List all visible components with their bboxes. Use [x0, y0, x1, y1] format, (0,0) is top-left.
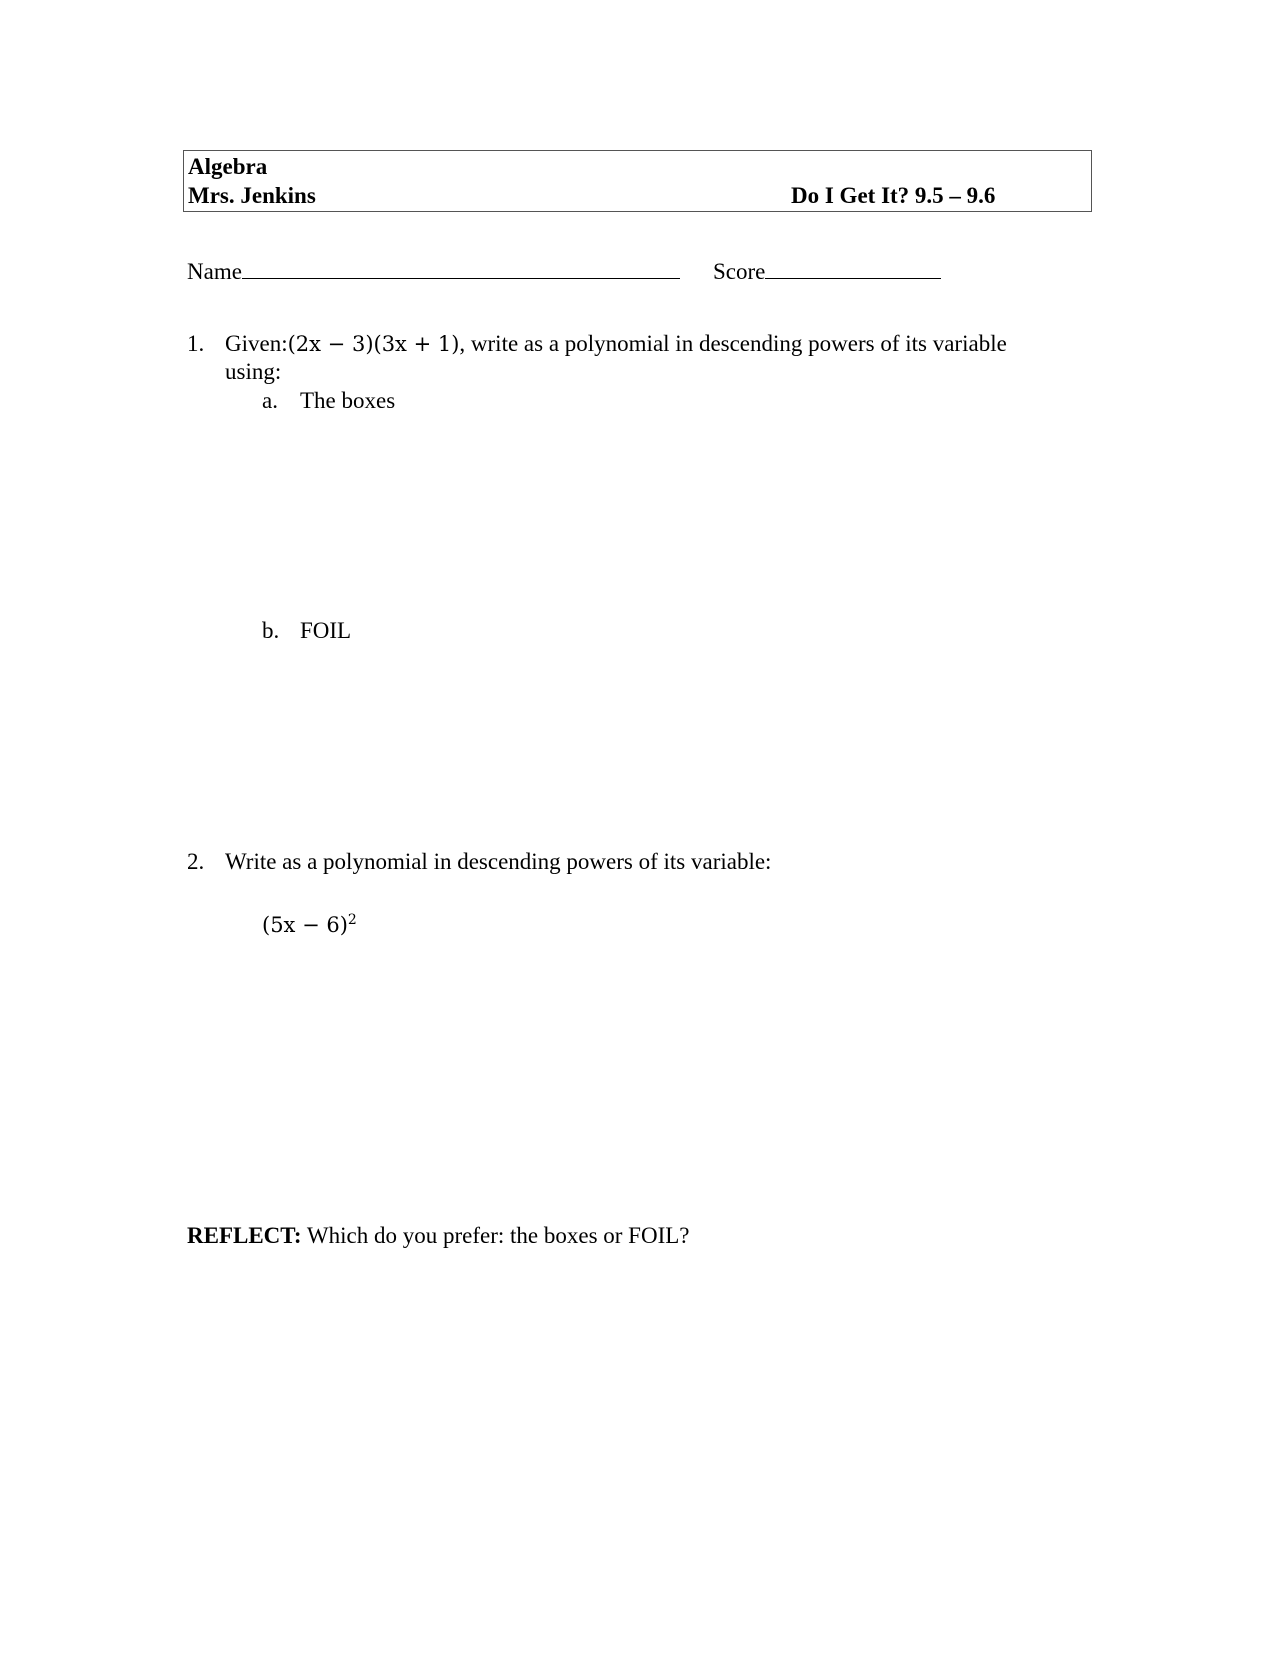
q2-expression: [262, 906, 357, 939]
score-blank[interactable]: [765, 258, 941, 279]
q2-prompt: Write as a polynomial in descending powers of its variable:: [225, 849, 772, 874]
score-label: Score: [713, 259, 766, 284]
header-row-1: [188, 152, 1087, 181]
q1-given-label: Given:: [225, 331, 288, 356]
q1-prompt-line1: [225, 330, 1007, 358]
q1-text-after: , write as a polynomial in descending powers of its variable: [459, 331, 1007, 356]
q1a-text: The boxes: [300, 388, 396, 413]
teacher-name: Mrs. Jenkins: [188, 183, 316, 208]
course-title: Algebra: [188, 154, 268, 179]
name-label: Name: [187, 259, 242, 284]
assignment-title: Do I Get It? 9.5 – 9.6: [791, 183, 996, 208]
header-row-2: [188, 181, 1087, 210]
q2-expression-exponent: 2: [347, 912, 357, 928]
q1-number: 1.: [187, 331, 205, 356]
header-box: [183, 150, 1092, 212]
reflect-prompt: [187, 1222, 690, 1250]
reflect-label: REFLECT:: [187, 1223, 302, 1248]
reflect-text: Which do you prefer: the boxes or FOIL?: [301, 1223, 690, 1248]
q1b-letter: b.: [262, 618, 280, 643]
q1-prompt-line2: using:: [225, 359, 282, 384]
q1b-text: FOIL: [300, 618, 352, 643]
q2-expression-base: (5x − 6): [262, 913, 348, 937]
q1a-letter: a.: [262, 388, 278, 413]
name-blank[interactable]: [242, 258, 680, 279]
q2-number: 2.: [187, 849, 205, 874]
q1-expression: (2x − 3)(3x + 1): [287, 332, 460, 356]
name-field[interactable]: [187, 258, 680, 286]
score-field[interactable]: [713, 258, 941, 286]
